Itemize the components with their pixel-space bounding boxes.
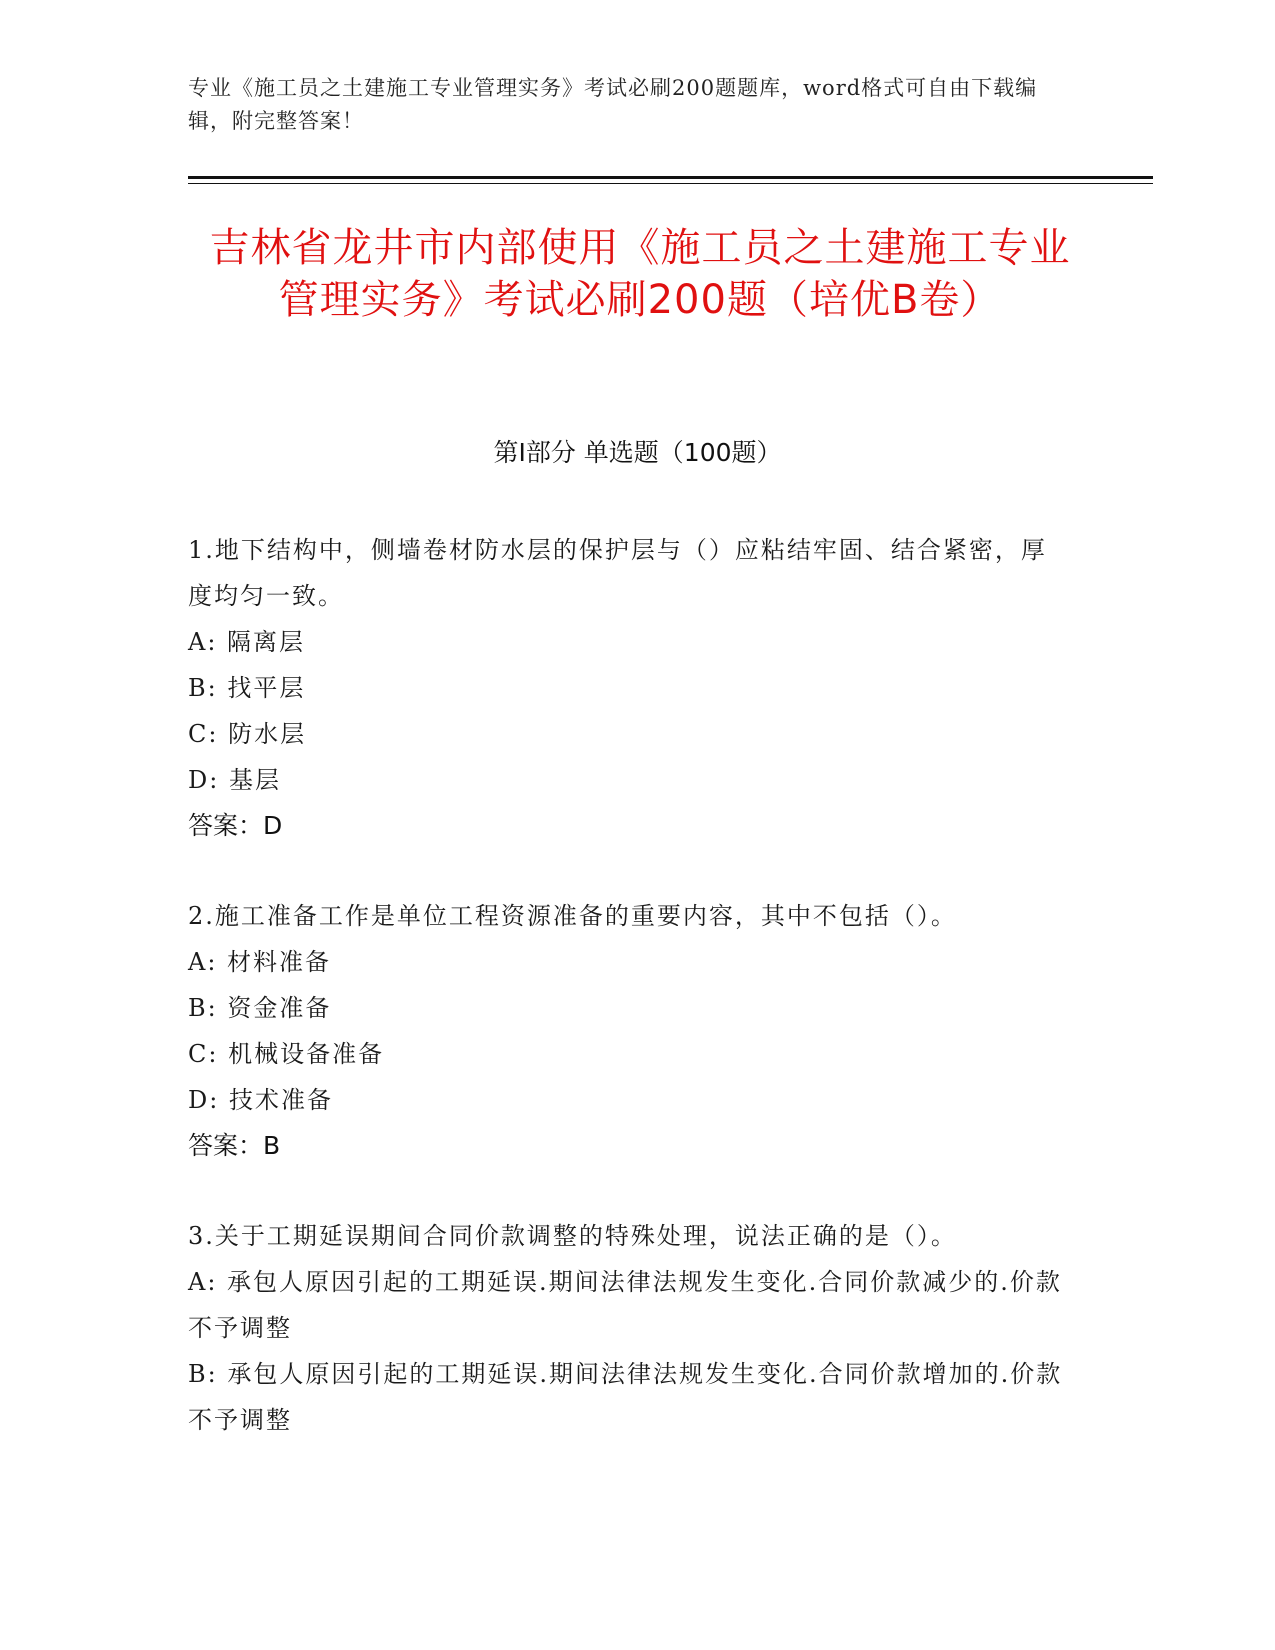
- document-title: 吉林省龙井市内部使用《施工员之土建施工专业管理实务》考试必刷200题（培优B卷）: [209, 225, 1071, 323]
- question-text: 2.施工准备工作是单位工程资源准备的重要内容，其中不包括（）。: [188, 902, 957, 930]
- option-a: A: 材料准备: [188, 948, 332, 976]
- header-note: 专业《施工员之土建施工专业管理实务》考试必刷200题题库，word格式可自由下载编辑，附完整答案！: [188, 76, 1038, 133]
- option-a: A: 承包人原因引起的工期延误.期间法律法规发生变化.合同价款减少的.价款不予调整: [188, 1268, 1062, 1342]
- question-list: [188, 527, 1068, 1487]
- answer-line: 答案：B: [188, 1131, 281, 1160]
- option-d: D: 技术准备: [188, 1086, 333, 1114]
- answer-line: 答案：D: [188, 811, 283, 840]
- header-rule-thick: [188, 176, 1153, 179]
- question-text: 3.关于工期延误期间合同价款调整的特殊处理，说法正确的是（）。: [188, 1222, 957, 1250]
- header-rule-thin: [188, 183, 1153, 184]
- question-text: 1.地下结构中，侧墙卷材防水层的保护层与（）应粘结牢固、结合紧密，厚度均匀一致。: [188, 536, 1047, 610]
- section-title: 第Ⅰ部分 单选题（100题）: [493, 438, 782, 467]
- question-2: [188, 893, 1068, 1169]
- option-b: B: 找平层: [188, 674, 306, 702]
- question-3: [188, 1213, 1068, 1443]
- option-c: C: 防水层: [188, 720, 307, 748]
- option-b: B: 资金准备: [188, 994, 332, 1022]
- option-c: C: 机械设备准备: [188, 1040, 385, 1068]
- option-a: A: 隔离层: [188, 628, 306, 656]
- question-1: [188, 527, 1068, 849]
- option-b: B: 承包人原因引起的工期延误.期间法律法规发生变化.合同价款增加的.价款不予调整: [188, 1360, 1063, 1434]
- option-d: D: 基层: [188, 766, 281, 794]
